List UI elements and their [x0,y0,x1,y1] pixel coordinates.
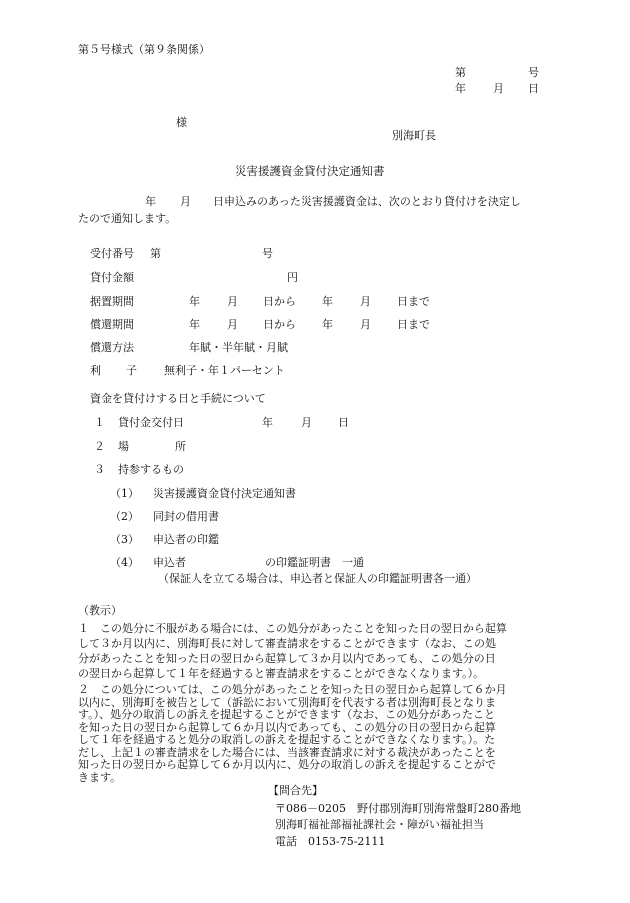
receipt-number-prefix: 第 [150,247,161,260]
notice-heading: （教示） [78,604,122,617]
repayment-month: 月 [227,318,238,331]
item2-label-2: 所 [175,440,186,453]
deferment-until: 日まで [397,295,430,308]
loan-amount-label: 貸付金額 [90,271,134,284]
document-title: 災害援護資金貸付決定通知書 [235,164,385,178]
sub-item-1-number: （1） [110,487,139,500]
sub-item-3-text: 申込者の印鑑 [153,533,219,546]
notice-paragraph-1 [78,621,507,681]
notice-2-line: だし、上記１の審査請求をした場合には、当該審査請求に対する裁決があったことを [78,745,496,759]
repayment-method-value: 年賦・半年賦・月賦 [189,341,288,354]
item2-label-1: 場 [118,440,129,453]
doc-date-year: 年 [455,82,466,95]
deferment-from: 日から [263,295,296,308]
deferment-month: 月 [227,295,238,308]
doc-number-prefix: 第 [455,66,466,79]
form-label: 第５号様式（第９条関係） [78,43,210,56]
repayment-year-2: 年 [322,318,333,331]
sub-item-4-note: （保証人を立てる場合は、申込者と保証人の印鑑証明書各一通） [158,572,477,585]
deferment-month-2: 月 [360,295,371,308]
sub-item-4-number: （4） [110,556,139,569]
sub-item-1-text: 災害援護資金貸付決定通知書 [153,487,296,500]
deferment-year: 年 [189,295,200,308]
intro-text: 日申込みのあった災害援護資金は、次のとおり貸付けを決定し [213,195,521,208]
deferment-label: 据置期間 [90,295,134,308]
interest-label-2: 子 [126,364,137,377]
intro-month: 月 [180,195,191,208]
repayment-year: 年 [189,318,200,331]
notice-2-line: きます。 [78,770,122,784]
interest-label-1: 利 [90,364,101,377]
loan-amount-unit: 円 [287,271,298,284]
interest-value: 無利子・年１パーセント [164,364,285,377]
item1-month: 月 [301,416,312,429]
item3-label: 持参するもの [118,463,184,476]
repayment-period-label: 償還期間 [90,318,134,331]
notice-2-line: 知った日の翌日から起算して６か月以内に、処分の取消しの訴えを提起することがで [78,758,496,771]
addressee-suffix: 様 [176,116,187,129]
notice-2-line: を知った日の翌日から起算して６か月以内であっても、この処分の日の翌日から起算 [78,720,496,734]
sub-item-3-number: （3） [110,533,139,546]
repayment-from: 日から [263,318,296,331]
item3-number: ３ [94,463,105,476]
item1-label: 貸付金交付日 [118,416,184,429]
sub-item-2-number: （2） [110,510,139,523]
sub-item-2-text: 同封の借用書 [153,510,219,523]
doc-date-day: 日 [528,82,539,95]
notice-1-line: 分があったことを知った日の翌日から起算して３か月以内であっても、この処分の日 [78,652,496,665]
item2-number: ２ [94,440,105,453]
procedure-heading: 資金を貸付けする日と手続について [90,392,266,405]
repayment-until: 日まで [397,318,430,331]
deferment-year-2: 年 [322,295,333,308]
receipt-number-suffix: 号 [262,247,273,260]
notice-1-line: して３か月以内に、別海町長に対して審査請求をすることができます（なお、この処 [78,637,496,650]
repayment-method-label: 償還方法 [90,341,134,354]
intro-year: 年 [145,195,156,208]
repayment-month-2: 月 [360,318,371,331]
notice-1-line: １ この処分に不服がある場合には、この処分があったことを知った日の翌日から起算 [78,622,507,635]
notice-2-line: ２ この処分については、この処分があったことを知った日の翌日から起算して６か月 [78,683,507,696]
notice-2-line: す。）、処分の取消しの訴えを提起することができます（なお、この処分があったこと [78,708,496,721]
contact-heading: 【問合先】 [268,784,323,797]
sender: 別海町長 [392,129,436,142]
contact-address: 〒086－0205 野付郡別海町別海常盤町280番地 [275,802,521,815]
item1-day: 日 [338,416,349,429]
doc-date-month: 月 [493,82,504,95]
doc-number-suffix: 号 [528,66,539,79]
intro-text-2: たので通知します。 [78,212,177,225]
notice-2-line: して１年を経過すると処分の取消しの訴えを提起することができなくなります。）。た [78,733,496,746]
sub-item-4-text: 申込者 [153,556,186,569]
receipt-number-label: 受付番号 [90,247,134,260]
notice-paragraph-2 [78,684,507,784]
contact-department: 別海町福祉部福祉課社会・障がい福祉担当 [275,818,484,831]
notice-1-line: の翌日から起算して１年を経過すると審査請求をすることができなくなります。）。 [78,667,485,680]
contact-phone: 電話 0153-75-2111 [275,835,386,848]
item1-number: １ [94,416,105,429]
notice-2-line: 以内に、別海町を被告として（訴訟において別海町を代表する者は別海町長となりま [78,695,496,709]
item1-year: 年 [262,416,273,429]
sub-item-4-text-2: の印鑑証明書 一通 [265,556,364,569]
